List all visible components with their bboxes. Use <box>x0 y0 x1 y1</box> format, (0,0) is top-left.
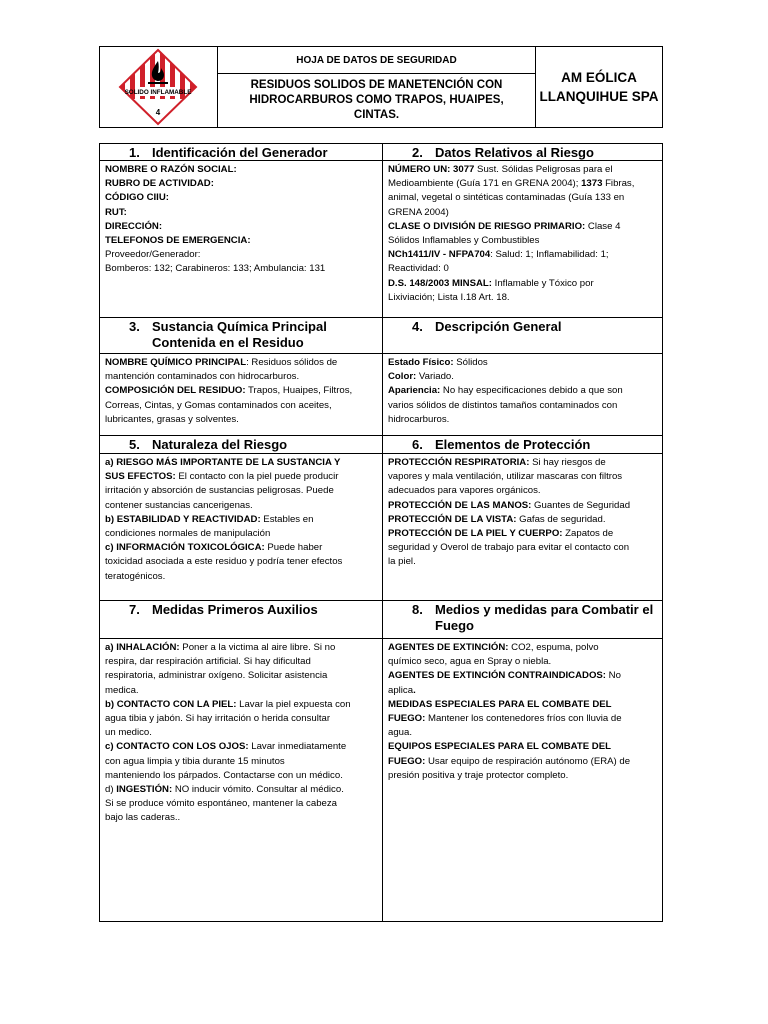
body-text: animal, vegetal o sintéticas contaminadas (Guía 133 en <box>388 192 625 204</box>
body-text: con agua limpia y tibia durante 15 minutos <box>105 755 285 767</box>
bold-label: c) CONTACTO CON LOS OJOS: <box>105 741 249 753</box>
section-line <box>388 740 657 754</box>
body-text: No <box>606 670 621 682</box>
body-text: Poner a la victima al aire libre. Si no <box>179 642 336 653</box>
section-6 <box>383 436 662 600</box>
section-heading: Medios y medidas para Combatir el Fuego <box>435 602 654 633</box>
bold-label: PROTECCIÓN RESPIRATORIA: <box>388 457 530 468</box>
body-text: Sólidos Inflamables y Combustibles <box>388 235 540 247</box>
section-number: 3. <box>129 319 140 334</box>
section-line <box>388 684 657 698</box>
section-line <box>105 541 377 555</box>
section-title <box>100 436 382 454</box>
section-line <box>388 248 657 262</box>
body-text: medica. <box>105 684 139 696</box>
section-line <box>105 191 377 205</box>
body-text: irritación y absorción de sustancias peligrosas. Puede <box>105 485 334 497</box>
bold-label: CLASE O DIVISIÓN DE RIESGO PRIMARIO: <box>388 220 586 232</box>
section-row <box>100 144 662 317</box>
body-text: Clase 4 <box>585 220 621 232</box>
section-line <box>388 206 657 220</box>
document-subject-line-2: HIDROCARBUROS COMO TRAPOS, HUAIPES, CINTAS. <box>249 94 504 121</box>
body-text: químico seco, agua en Spray o niebla. <box>388 656 552 668</box>
bold-label: AGENTES DE EXTINCIÓN CONTRAINDICADOS: <box>388 670 607 682</box>
section-line <box>105 499 377 513</box>
section-heading: Identificación del Generador <box>152 145 328 160</box>
section-line <box>105 177 377 191</box>
section-row <box>100 436 662 600</box>
body-text: agua. <box>388 727 413 739</box>
bold-label: a) INHALACIÓN: <box>105 642 180 653</box>
section-line <box>388 555 657 569</box>
section-line <box>388 726 657 740</box>
body-text: Guantes de Seguridad <box>531 499 631 511</box>
bold-label: Estado Físico: <box>388 357 454 368</box>
body-text: : Residuos sólidos de <box>246 357 338 368</box>
section-line <box>105 163 377 177</box>
company-name-cell <box>536 47 662 127</box>
body-text: manteniendo los párpados. Contactarse con un médico. <box>105 769 343 781</box>
body-text: Proveedor/Generador: <box>105 249 201 261</box>
section-line <box>388 399 657 413</box>
section-line <box>105 484 377 498</box>
section-line <box>105 413 377 427</box>
section-line <box>105 356 377 370</box>
body-text: lubricantes, grasas y solventes. <box>105 413 239 425</box>
section-line <box>105 456 377 470</box>
section-line <box>388 291 657 305</box>
body-text: bajo las caderas.. <box>105 812 181 824</box>
body-text: respira, dar respiración artificial. Si hay dificultad <box>105 656 311 668</box>
document-subject <box>218 74 535 127</box>
bold-label: Apariencia: <box>388 385 441 397</box>
body-text: Zapatos de <box>562 528 614 540</box>
bold-label: Color: <box>388 371 417 383</box>
section-line <box>388 669 657 683</box>
section-line <box>105 797 377 811</box>
body-text: respiratoria, administrar oxígeno. Solicitar asistencia <box>105 670 328 682</box>
section-line <box>105 234 377 248</box>
section-line <box>388 277 657 291</box>
bold-label: TELEFONOS DE EMERGENCIA: <box>105 235 251 247</box>
flammable-solid-hazard-icon <box>100 47 217 127</box>
section-line <box>105 262 377 276</box>
body-text: varios sólidos de distintos tamaños contaminados con <box>388 399 618 411</box>
section-body <box>100 356 382 427</box>
section-line <box>388 456 657 470</box>
section-title <box>383 601 662 639</box>
body-text: presión positiva y traje protector completo. <box>388 769 569 781</box>
body-text: Puede haber <box>264 542 323 554</box>
section-line <box>388 413 657 427</box>
body-text: Medioambiente (Guía 171 en GRENA 2004); <box>388 178 582 190</box>
body-text: Fibras, <box>602 178 635 190</box>
section-body <box>100 163 382 277</box>
body-text: No hay especificaciones debido a que son <box>440 385 623 397</box>
bold-label: AGENTES DE EXTINCIÓN: <box>388 642 509 653</box>
document-type: HOJA DE DATOS DE SEGURIDAD <box>218 47 535 74</box>
section-line <box>388 527 657 541</box>
section-line <box>388 499 657 513</box>
section-body <box>383 356 662 427</box>
body-text: Correas, Cintas, y Gomas contaminados con aceites, <box>105 399 332 411</box>
section-line <box>388 191 657 205</box>
section-4 <box>383 318 662 435</box>
body-text: Inflamable y Tóxico por <box>491 277 594 289</box>
section-heading: Sustancia Química Principal Contenida en el Residuo <box>152 319 327 350</box>
body-text: Lixiviación; Lista I.18 Art. 18. <box>388 291 510 303</box>
section-title <box>383 318 662 354</box>
section-line <box>388 641 657 655</box>
document-header <box>99 46 663 128</box>
section-line <box>105 248 377 262</box>
body-text: seguridad y Overol de trabajo para evitar el contacto con <box>388 542 630 554</box>
section-line <box>388 177 657 191</box>
company-name-line-2: LLANQUIHUE SPA <box>539 89 659 104</box>
bold-label: NOMBRE QUÍMICO PRINCIPAL <box>105 357 247 368</box>
section-line <box>105 370 377 384</box>
section-line <box>388 163 657 177</box>
section-line <box>105 655 377 669</box>
section-number: 1. <box>129 145 140 160</box>
bold-label: FUEGO: <box>388 713 426 725</box>
section-title <box>383 436 662 454</box>
body-text: Lavar inmediatamente <box>248 741 347 753</box>
bold-label: FUEGO: <box>388 755 426 767</box>
bold-label: NCh1411/IV - NFPA704 <box>388 249 491 261</box>
section-line <box>388 470 657 484</box>
body-text: teratogénicos. <box>105 570 166 582</box>
body-text: NO inducir vómito. Consultar al médico. <box>172 784 344 796</box>
body-text: CO2, espuma, polvo <box>508 642 599 653</box>
bold-label: PROTECCIÓN DE LA PIEL Y CUERPO: <box>388 528 563 540</box>
body-text: Trapos, Huaipes, Filtros, <box>245 385 353 397</box>
bold-label: . <box>413 684 416 696</box>
body-text: El contacto con la piel puede producir <box>175 471 339 483</box>
body-text: adecuados para vapores orgánicos. <box>388 485 541 497</box>
section-line <box>388 655 657 669</box>
sections-table <box>99 143 663 922</box>
bold-label: c) INFORMACIÓN TOXICOLÓGICA: <box>105 542 265 554</box>
section-body <box>100 641 382 826</box>
body-text: Mantener los contenedores fríos con lluvia de <box>425 713 622 725</box>
company-name-line-1: AM EÓLICA <box>561 70 637 85</box>
section-line <box>105 712 377 726</box>
section-line <box>388 712 657 726</box>
section-line <box>105 641 377 655</box>
section-row <box>100 318 662 435</box>
bold-label: RUT: <box>105 206 127 218</box>
bold-label: DIRECCIÓN: <box>105 220 163 232</box>
section-title <box>100 601 382 639</box>
section-line <box>105 206 377 220</box>
body-text: condiciones normales de manipulación <box>105 528 271 540</box>
section-line <box>105 513 377 527</box>
section-heading: Descripción General <box>435 319 562 334</box>
bold-label: INGESTIÓN: <box>116 784 173 796</box>
svg-text:SOLIDO INFLAMABLE: SOLIDO INFLAMABLE <box>124 89 192 96</box>
body-text: d) <box>105 784 117 796</box>
section-line <box>105 740 377 754</box>
body-text: Gafas de seguridad. <box>516 513 606 525</box>
section-line <box>105 755 377 769</box>
bold-label: COMPOSICIÓN DEL RESIDUO: <box>105 385 246 397</box>
bold-label: 1373 <box>581 178 603 190</box>
section-heading: Elementos de Protección <box>435 437 591 452</box>
section-line <box>105 470 377 484</box>
section-line <box>105 570 377 584</box>
section-title <box>383 144 662 161</box>
hazard-logo-cell <box>100 47 218 127</box>
bold-label: PROTECCIÓN DE LAS MANOS: <box>388 499 532 511</box>
bold-label: EQUIPOS ESPECIALES PARA EL COMBATE DEL <box>388 741 611 753</box>
section-body <box>100 456 382 584</box>
body-text: Usar equipo de respiración autónomo (ERA) de <box>425 755 631 767</box>
body-text: Sust. Sólidas Peligrosas para el <box>474 164 613 175</box>
section-line <box>105 220 377 234</box>
body-text: Si hay riesgos de <box>529 457 606 468</box>
section-line <box>388 541 657 555</box>
bold-label: NÚMERO UN: 3077 <box>388 164 475 175</box>
body-text: Bomberos: 132; Carabineros: 133; Ambulancia: 131 <box>105 263 326 275</box>
bold-label: PROTECCIÓN DE LA VISTA: <box>388 513 517 525</box>
body-text: agua tibia y jabón. Si hay irritación o herida consultar <box>105 713 331 725</box>
body-text: Sólidos <box>453 357 488 368</box>
section-line <box>105 769 377 783</box>
section-line <box>388 220 657 234</box>
section-line <box>105 684 377 698</box>
section-7 <box>100 601 383 922</box>
section-line <box>388 356 657 370</box>
body-text: hidrocarburos. <box>388 413 450 425</box>
section-line <box>388 698 657 712</box>
body-text: vapores y mala ventilación, utilizar mascaras con filtros <box>388 471 623 483</box>
body-text: aplica <box>388 684 414 696</box>
bold-label: NOMBRE O RAZÓN SOCIAL: <box>105 164 237 175</box>
section-title <box>100 318 382 354</box>
section-line <box>105 527 377 541</box>
body-text: la piel. <box>388 556 416 568</box>
section-body <box>383 641 662 783</box>
section-line <box>388 234 657 248</box>
section-heading: Naturaleza del Riesgo <box>152 437 288 452</box>
body-text: contener sustancias cancerigenas. <box>105 499 253 511</box>
bold-label: CÓDIGO CIIU: <box>105 192 169 204</box>
section-line <box>105 399 377 413</box>
section-line <box>105 669 377 683</box>
section-8 <box>383 601 662 922</box>
body-text: Si se produce vómito espontáneo, mantener la cabeza <box>105 798 337 810</box>
section-line <box>388 262 657 276</box>
body-text: Variado. <box>416 371 454 383</box>
section-body <box>383 456 662 570</box>
body-text: GRENA 2004) <box>388 206 449 218</box>
section-number: 7. <box>129 602 140 617</box>
body-text: Reactividad: 0 <box>388 263 449 275</box>
section-line <box>105 726 377 740</box>
section-body <box>383 163 662 305</box>
document-title-cell <box>218 47 536 127</box>
section-line <box>105 783 377 797</box>
section-line <box>388 484 657 498</box>
section-heading: Medidas Primeros Auxilios <box>152 602 318 617</box>
section-line <box>105 811 377 825</box>
document-subject-line-1: RESIDUOS SOLIDOS DE MANETENCIÓN CON <box>250 79 503 91</box>
body-text: toxicidad asociada a este residuo y podría tener efectos <box>105 556 343 568</box>
section-line <box>388 370 657 384</box>
section-line <box>105 698 377 712</box>
section-number: 4. <box>412 319 423 334</box>
section-3 <box>100 318 383 435</box>
section-number: 8. <box>412 602 423 617</box>
section-heading: Datos Relativos al Riesgo <box>435 145 594 160</box>
bold-label: RUBRO DE ACTIVIDAD: <box>105 178 214 190</box>
body-text: un medico. <box>105 727 152 739</box>
section-line <box>105 555 377 569</box>
section-line <box>105 384 377 398</box>
section-2 <box>383 144 662 317</box>
bold-label: b) CONTACTO CON LA PIEL: <box>105 698 237 710</box>
bold-label: D.S. 148/2003 MINSAL: <box>388 277 492 289</box>
section-number: 6. <box>412 437 423 452</box>
section-number: 2. <box>412 145 423 160</box>
section-line <box>388 769 657 783</box>
section-5 <box>100 436 383 600</box>
section-title <box>100 144 382 161</box>
body-text: Lavar la piel expuesta con <box>236 698 351 710</box>
bold-label: a) RIESGO MÁS IMPORTANTE DE LA SUSTANCIA Y <box>105 457 341 468</box>
svg-text:4: 4 <box>155 108 161 117</box>
section-row <box>100 601 662 922</box>
body-text: Estables en <box>260 513 314 525</box>
body-text: : Salud: 1; Inflamabilidad: 1; <box>490 249 609 261</box>
section-line <box>388 513 657 527</box>
bold-label: MEDIDAS ESPECIALES PARA EL COMBATE DEL <box>388 698 612 710</box>
bold-label: SUS EFECTOS: <box>105 471 176 483</box>
bold-label: b) ESTABILIDAD Y REACTIVIDAD: <box>105 513 261 525</box>
body-text: mantención contaminados con hidrocarburos. <box>105 371 300 383</box>
section-line <box>388 384 657 398</box>
section-line <box>388 755 657 769</box>
section-number: 5. <box>129 437 140 452</box>
section-1 <box>100 144 383 317</box>
